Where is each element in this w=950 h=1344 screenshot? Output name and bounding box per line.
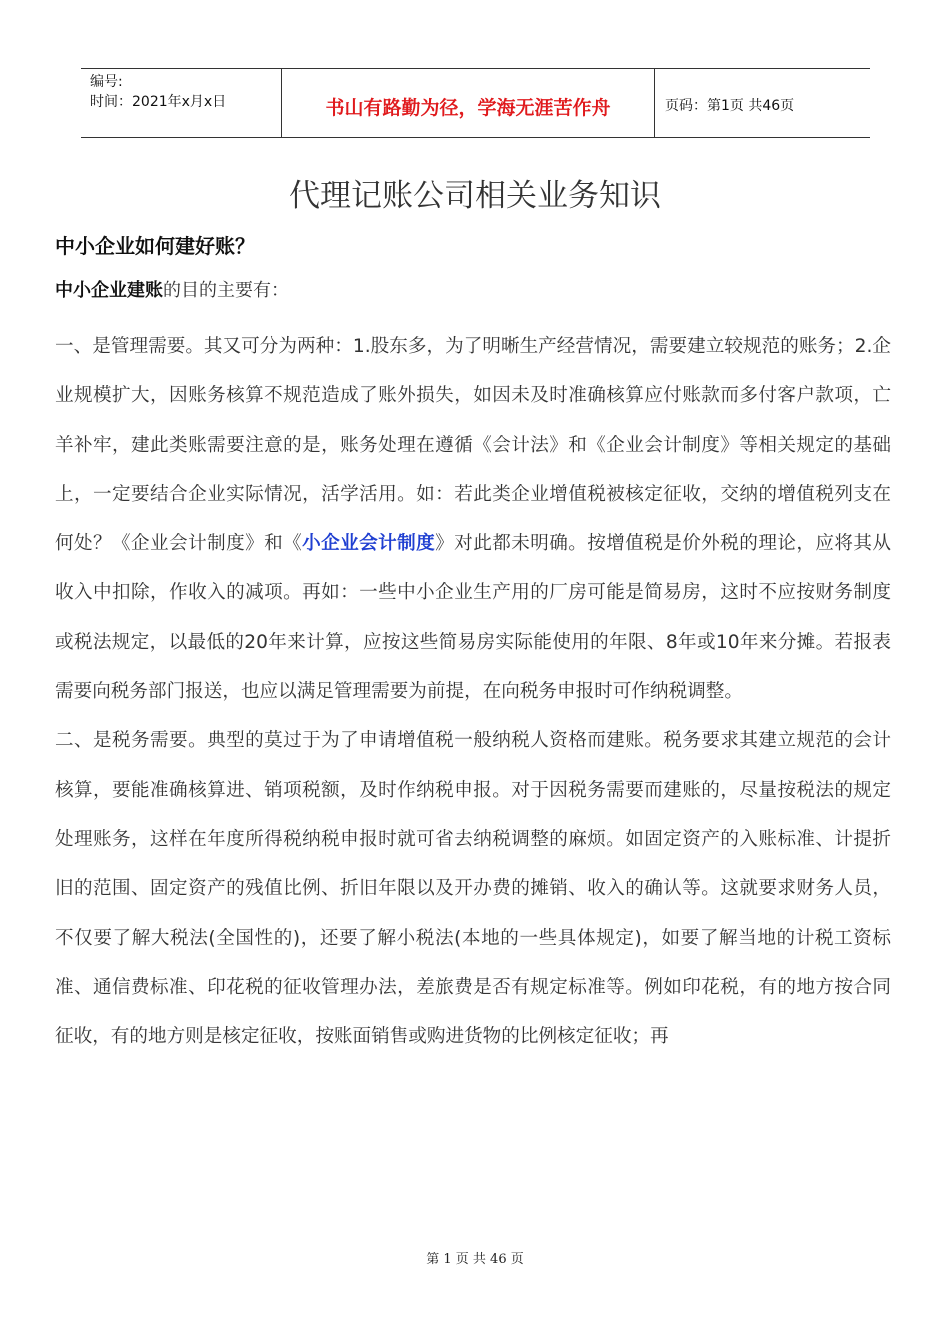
document-time-label: 时间：2021年x月x日 bbox=[90, 94, 227, 110]
paragraph-tax: 二、是税务需要。典型的莫过于为了申请增值税一般纳税人资格而建账。税务要求其建立规范的会计核算，要能准确核算进、销项税额，及时作纳税申报。对于因税务需要而建账的，尽量按税法的规定处理账务，这样在年度所得税纳税申报时就可省去纳税调整的麻烦。如固定资产的入账标准、计提折旧的范围、固定资产的残值比例、折旧年限以及开办费的摊销、收入的确认等。这就要求财务人员，不仅要了解大税法(全国性的)，还要了解小税法(本地的一些具体规定)，如要了解当地的计税工资标准、通信费标准、印花税的征收管理办法，差旅费是否有规定标准等。例如印花税，有的地方按合同征收，有的地方则是核定征收，按账面销售或购进货物的比例核定征收；再 bbox=[55, 730, 891, 1048]
lead-bold-text: 中小企业建账 bbox=[55, 280, 163, 301]
page-header bbox=[81, 68, 870, 138]
document-number-label: 编号: bbox=[90, 74, 123, 90]
small-enterprise-accounting-link[interactable]: 小企业会计制度 bbox=[302, 533, 436, 555]
document-title: 代理记账公司相关业务知识 bbox=[289, 178, 661, 214]
paragraph-management bbox=[55, 322, 891, 716]
lead-paragraph bbox=[55, 272, 891, 322]
header-motto-cell bbox=[282, 69, 655, 137]
lead-text: 的目的主要有： bbox=[163, 280, 289, 301]
paragraph-management-text-1: 一、是管理需要。其又可分为两种：1.股东多，为了明晰生产经营情况，需要建立较规范的账务；2.企业规模扩大，因账务核算不规范造成了账外损失，如因未及时准确核算应付账款而多付客户款项，亡羊补牢，建此类账需要注意的是，账务处理在遵循《会计法》和《企业会计制度》等相关规定的基础上，一定要结合企业实际情况，活学活用。如：若此类企业增值税被核定征收，交纳的增值税列支在何处？《企业会计制度》和《 bbox=[55, 336, 891, 555]
section-heading: 中小企业如何建好账？ bbox=[55, 234, 255, 258]
document-body bbox=[55, 226, 891, 1061]
paragraph-management-text-2: 》对此都未明确。按增值税是价外税的理论，应将其从收入中扣除，作收入的减项。再如：一些中小企业生产用的厂房可能是简易房，这时不应按财务制度或税法规定，以最低的20年来计算，应按这些简易房实际能使用的年限、8年或10年来分摊。若报表需要向税务部门报送，也应以满足管理需要为前提，在向税务申报时可作纳税调整。 bbox=[55, 533, 891, 703]
header-page-label: 页码：第1页 共46页 bbox=[665, 98, 795, 114]
header-page-cell bbox=[655, 69, 870, 137]
header-motto: 书山有路勤为径，学海无涯苦作舟 bbox=[325, 96, 611, 119]
header-meta-cell bbox=[81, 69, 282, 137]
page-footer: 第 1 页 共 46 页 bbox=[426, 1252, 524, 1267]
